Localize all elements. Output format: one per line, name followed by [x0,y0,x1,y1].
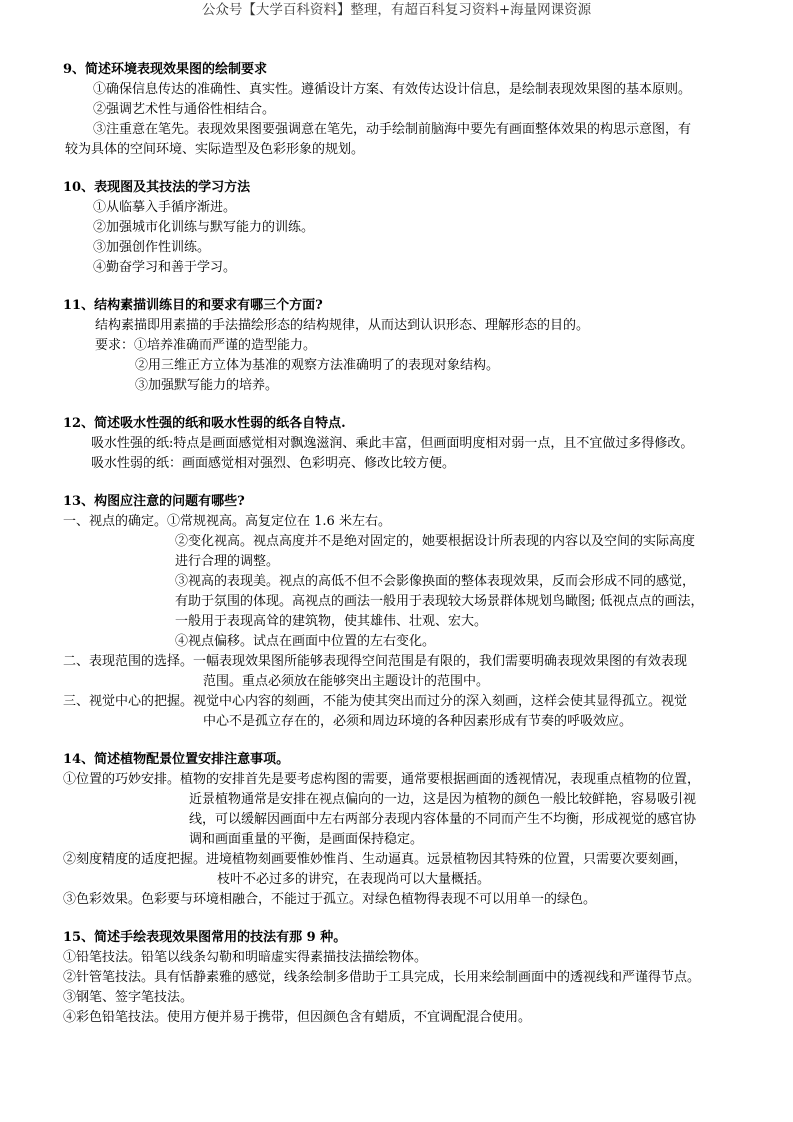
answer-line: 吸水性弱的纸：画面感觉相对强烈、色彩明亮、修改比较方便。 [91,456,456,471]
answer-line: ④彩色铅笔技法。使用方便并易于携带，但因颜色含有蜡质，不宜调配混合使用。 [63,1010,532,1025]
answer-line: 枝叶不必过多的讲究，在表现尚可以大量概括。 [217,872,491,887]
answer-line: ③钢笔、签字笔技法。 [63,990,194,1005]
answer-line: ④视点偏移。试点在画面中位置的左右变化。 [175,634,436,649]
answer-line: ②刻度精度的适度把握。进境植物刻画要惟妙惟肖、生动逼真。远景植物因其特殊的位置，只需要次要刻画， [63,852,688,867]
answer-line: ②用三维正方立体为基准的观察方法准确明了的表现对象结构。 [135,358,500,373]
answer-line: ①位置的巧妙安排。植物的安排首先是要考虑构图的需要，通常要根据画面的透视情况，表现重点植物的位置， [63,772,701,787]
answer-line: ②变化视高。视点高度并不是绝对固定的，她要根据设计所表现的内容以及空间的实际高度 [175,534,696,549]
answer-line: ①铅笔技法。铅笔以线条勾勒和明暗虚实得素描技法描绘物体。 [63,950,428,965]
answer-line: 进行合理的调整。 [175,554,280,569]
document-body [63,60,753,1028]
answer-line: 吸水性强的纸:特点是画面感觉相对飘逸滋润、乘此丰富，但画面明度相对弱一点，且不宜做过多得修改。 [91,436,694,451]
question-10 [63,178,753,278]
question-title: 10、表现图及其技法的学习方法 [63,180,251,195]
answer-line: 一、视点的确定。①常规视高。高复定位在 1.6 米左右。 [63,514,391,529]
answer-line: ②针管笔技法。具有恬静素雅的感觉，线条绘制多借助于工具完成，长用来绘制画面中的透视线和严谨得节点。 [63,970,701,985]
answer-line: ③加强创作性训练。 [93,240,211,255]
question-11 [63,296,753,396]
answer-line: 三、视觉中心的把握。视觉中心内容的刻画，不能为使其突出而过分的深入刻画，这样会使其显得孤立。视觉 [63,694,688,709]
answer-line: ①从临摹入手循序渐进。 [93,200,237,215]
answer-line: ②强调艺术性与通俗性相结合。 [93,102,276,117]
page-header: 公众号【大学百科资料】整理，有超百科复习资料+海量网课资源 [201,2,592,18]
answer-line: ③加强默写能力的培养。 [135,378,279,393]
answer-line: 二、表现范围的选择。一幅表现效果图所能够表现得空间范围是有限的，我们需要明确表现效果图的有效表现 [63,654,688,669]
question-title: 11、结构素描训练目的和要求有哪三个方面? [63,298,323,313]
answer-line: ③视高的表现美。视点的高低不但不会影像换面的整体表现效果，反而会形成不同的感觉， [175,574,696,589]
answer-line: 中心不是孤立存在的，必须和周边环境的各种因素形成有节奏的呼吸效应。 [203,714,633,729]
answer-line: 调和画面重量的平衡，是画面保持稳定。 [189,832,424,847]
answer-line: ①确保信息传达的准确性、真实性。遵循设计方案、有效传达设计信息，是绘制表现效果图的基本原则。 [93,82,692,97]
question-9 [63,60,753,160]
answer-line: 范围。重点必须放在能够突出主题设计的范围中。 [203,674,490,689]
answer-line: 结构素描即用素描的手法描绘形态的结构规律，从而达到认识形态、理解形态的目的。 [95,318,590,333]
question-14 [63,750,753,910]
question-title: 14、简述植物配景位置安排注意事项。 [63,752,290,767]
question-12 [63,414,753,474]
answer-line: 线，可以缓解因画面中左右两部分表现内容体量的不同而产生不均衡，形成视觉的感官协 [189,812,697,827]
answer-line: 一般用于表现高耸的建筑物，使其雄伟、壮观、宏大。 [175,614,488,629]
question-13 [63,492,753,732]
answer-line: 较为具体的空间环境、实际造型及色彩形象的规划。 [65,142,365,157]
answer-line: ②加强城市化训练与默写能力的训练。 [93,220,315,235]
question-title: 12、简述吸水性强的纸和吸水性弱的纸各自特点. [63,416,346,431]
answer-line: ③色彩效果。色彩要与环境相融合，不能过于孤立。对绿色植物得表现不可以用单一的绿色。 [63,892,597,907]
question-title: 9、简述环境表现效果图的绘制要求 [63,62,268,77]
answer-line: ③注重意在笔先。表现效果图要强调意在笔先，动手绘制前脑海中要先有画面整体效果的构思示意图，有 [93,122,692,137]
question-title: 13、构图应注意的问题有哪些? [63,494,245,509]
answer-line: 要求：①培养准确而严谨的造型能力。 [95,338,317,353]
question-title: 15、简述手绘表现效果图常用的技法有那 9 种。 [63,930,347,945]
question-15 [63,928,753,1028]
answer-line: ④勤奋学习和善于学习。 [93,260,237,275]
answer-line: 近景植物通常是安排在视点偏向的一边，这是因为植物的颜色一般比较鲜艳，容易吸引视 [189,792,697,807]
answer-line: 有助于氛围的体现。高视点的画法一般用于表现较大场景群体规划鸟瞰图; 低视点点的画法， [175,594,704,609]
